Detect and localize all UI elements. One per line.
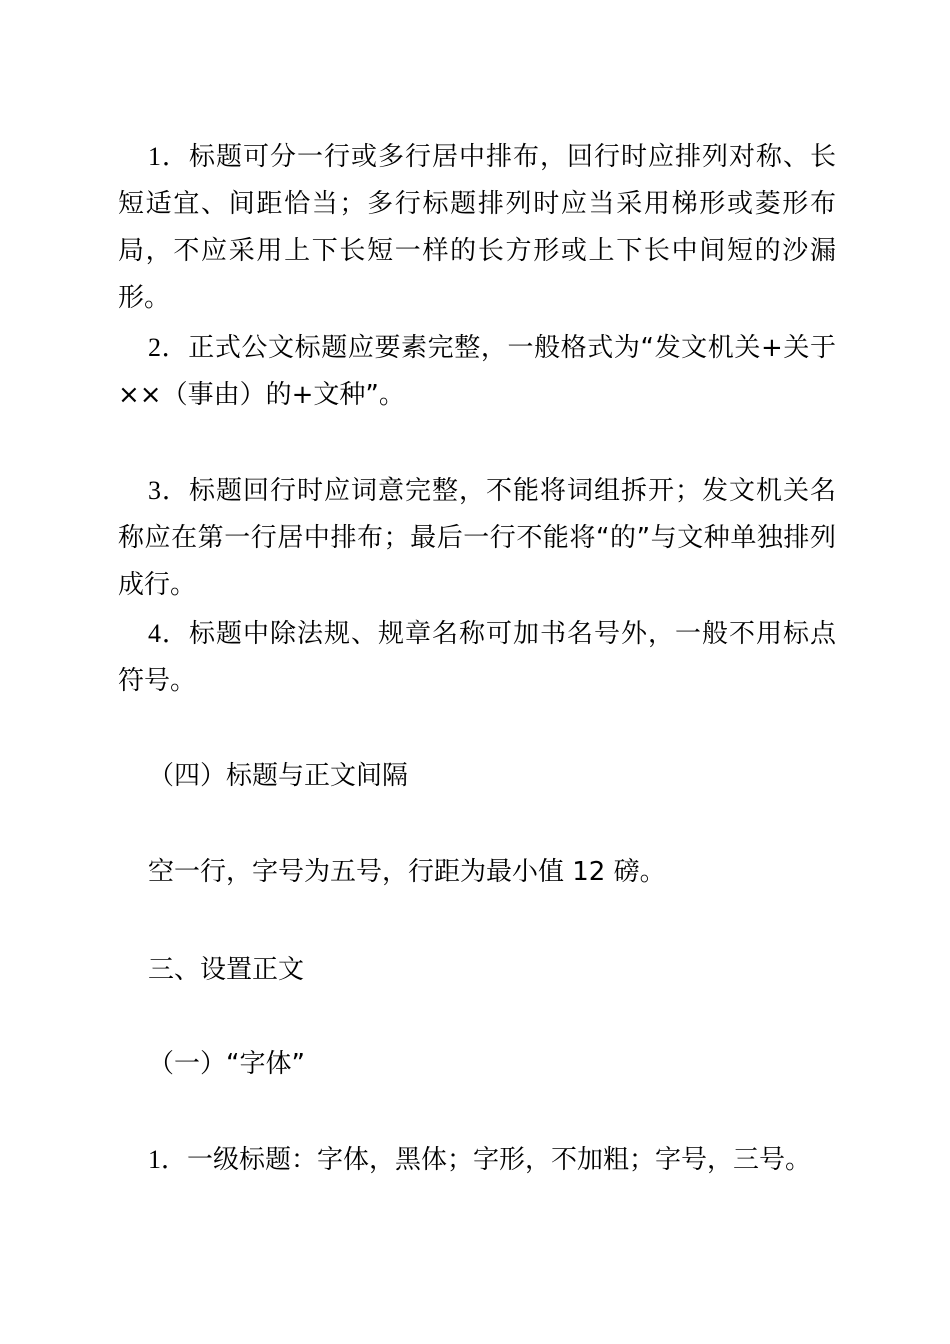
paragraph-level1-heading (118, 1136, 836, 1184)
paragraph-text: （一）“字体” (148, 1049, 305, 1079)
paragraph-text: ．标题可分一行或多行居中排布，回行时应排列对称、长短适宜、间距恰当；多行标题排列时应当采用梯形或菱形布局，不应采用上下长短一样的长方形或上下长中间短的沙漏形。 (118, 142, 836, 313)
paragraph-text: （四）标题与正文间隔 (148, 761, 409, 791)
item-number: 1 (148, 1145, 161, 1174)
paragraph-title-layout (118, 133, 836, 322)
paragraph-text: ．正式公文标题应要素完整，一般格式为“发文机关+关于××（事由）的+文种”。 (118, 333, 836, 410)
paragraph-text: 三、设置正文 (148, 955, 305, 985)
section-heading-body (118, 947, 836, 994)
item-number: 2 (148, 333, 161, 362)
section-heading-font (118, 1041, 836, 1088)
paragraph-spacing-rule (118, 849, 836, 896)
paragraph-text: ．一级标题：字体，黑体；字形，不加粗；字号，三号。 (161, 1145, 812, 1175)
section-heading-spacing (118, 753, 836, 800)
paragraph-text: 空一行，字号为五号，行距为最小值 12 磅。 (148, 857, 666, 887)
item-number: 4 (148, 619, 161, 648)
paragraph-text: ．标题中除法规、规章名称可加书名号外，一般不用标点符号。 (118, 619, 836, 696)
paragraph-text: ．标题回行时应词意完整，不能将词组拆开；发文机关名称应在第一行居中排布；最后一行不能将“的”与文种单独排列成行。 (118, 476, 836, 600)
item-number: 3 (148, 476, 161, 505)
item-number: 1 (148, 142, 161, 171)
paragraph-title-wrap (118, 467, 836, 609)
paragraph-title-punctuation (118, 610, 836, 705)
paragraph-title-format (118, 324, 836, 419)
